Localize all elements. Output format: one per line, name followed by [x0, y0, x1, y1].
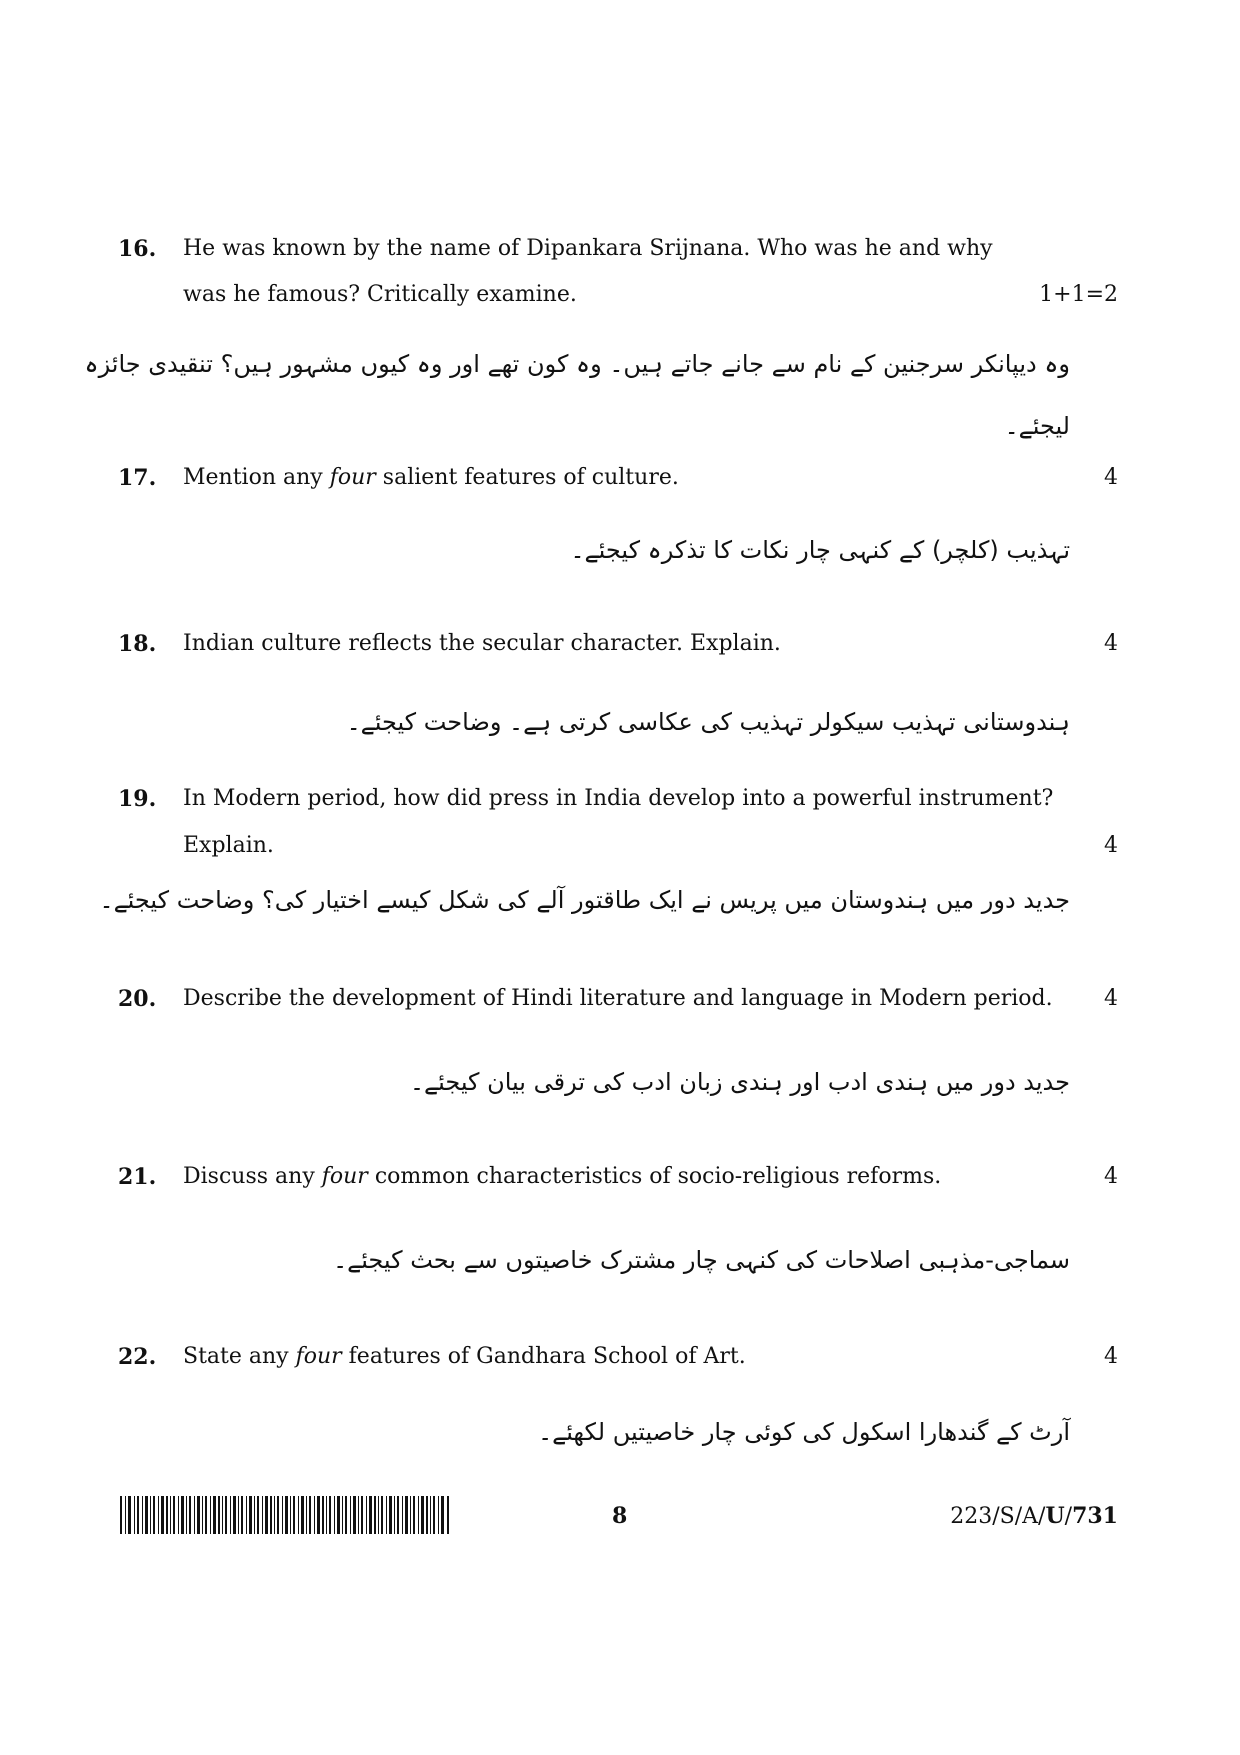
question-text-line-2: Explain. [183, 833, 274, 858]
text-pre: State any [183, 1344, 296, 1369]
question-number: 19. [118, 786, 157, 812]
urdu-translation: سماجی-مذہبی اصلاحات کی کنہی چار مشترک خاصیتوں سے بحث کیجئے۔ [333, 1246, 1070, 1274]
marks: 1+1=2 [1039, 282, 1118, 307]
question-number: 21. [118, 1164, 157, 1190]
question-number: 17. [118, 465, 157, 491]
question-text [183, 1344, 746, 1369]
marks: 4 [1104, 1344, 1118, 1369]
urdu-translation: ہندوستانی تہذیب سیکولر تہذیب کی عکاسی کرتی ہے۔ وضاحت کیجئے۔ [346, 708, 1070, 736]
paper-code-prefix: 223/S/A/ [950, 1504, 1046, 1529]
urdu-translation: جدید دور میں ہندوستان میں پریس نے ایک طاقتور آلے کی شکل کیسے اختیار کی؟ وضاحت کیجئے۔ [99, 886, 1070, 914]
marks: 4 [1104, 1164, 1118, 1189]
text-emphasis: four [295, 1344, 342, 1369]
question-text-line-1: In Modern period, how did press in India develop into a powerful instrument? [183, 786, 1054, 811]
marks: 4 [1104, 465, 1118, 490]
question-text [183, 1164, 941, 1189]
question-number: 16. [118, 236, 157, 262]
urdu-translation: تہذیب (کلچر) کے کنہی چار نکات کا تذکرہ کیجئے۔ [570, 536, 1070, 564]
urdu-translation: آرٹ کے گندھارا اسکول کی کوئی چار خاصیتیں لکھئے۔ [538, 1418, 1070, 1446]
paper-code-number: 731 [1072, 1503, 1118, 1529]
question-text: Describe the development of Hindi literature and language in Modern period. [183, 986, 1053, 1011]
question-text [183, 465, 679, 490]
question-text-line-1: He was known by the name of Dipankara Srijnana. Who was he and why [183, 236, 993, 261]
text-post: salient features of culture. [375, 465, 679, 490]
urdu-translation-line-2: لیجئے۔ [1004, 412, 1070, 440]
marks: 4 [1104, 833, 1118, 858]
marks: 4 [1104, 631, 1118, 656]
question-number: 20. [118, 986, 157, 1012]
question-number: 18. [118, 631, 157, 657]
text-post: common characteristics of socio-religious reforms. [367, 1164, 942, 1189]
urdu-translation-line-1: وہ دیپانکر سرجنین کے نام سے جانے جاتے ہیں۔ وہ کون تھے اور وہ کیوں مشہور ہیں؟ تنقیدی جائزہ [84, 350, 1070, 378]
barcode [120, 1496, 450, 1534]
question-text: Indian culture reflects the secular character. Explain. [183, 631, 781, 656]
page-number: 8 [612, 1503, 628, 1529]
paper-code-u: U [1045, 1503, 1065, 1529]
text-post: features of Gandhara School of Art. [341, 1344, 746, 1369]
paper-code-slash: / [1064, 1504, 1073, 1529]
text-pre: Discuss any [183, 1164, 322, 1189]
text-emphasis: four [321, 1164, 368, 1189]
urdu-translation: جدید دور میں ہندی ادب اور ہندی زبان ادب کی ترقی بیان کیجئے۔ [409, 1068, 1070, 1096]
question-number: 22. [118, 1344, 157, 1370]
paper-code [950, 1503, 1118, 1529]
marks: 4 [1104, 986, 1118, 1011]
text-emphasis: four [329, 465, 376, 490]
text-pre: Mention any [183, 465, 330, 490]
question-text-line-2: was he famous? Critically examine. [183, 282, 577, 307]
